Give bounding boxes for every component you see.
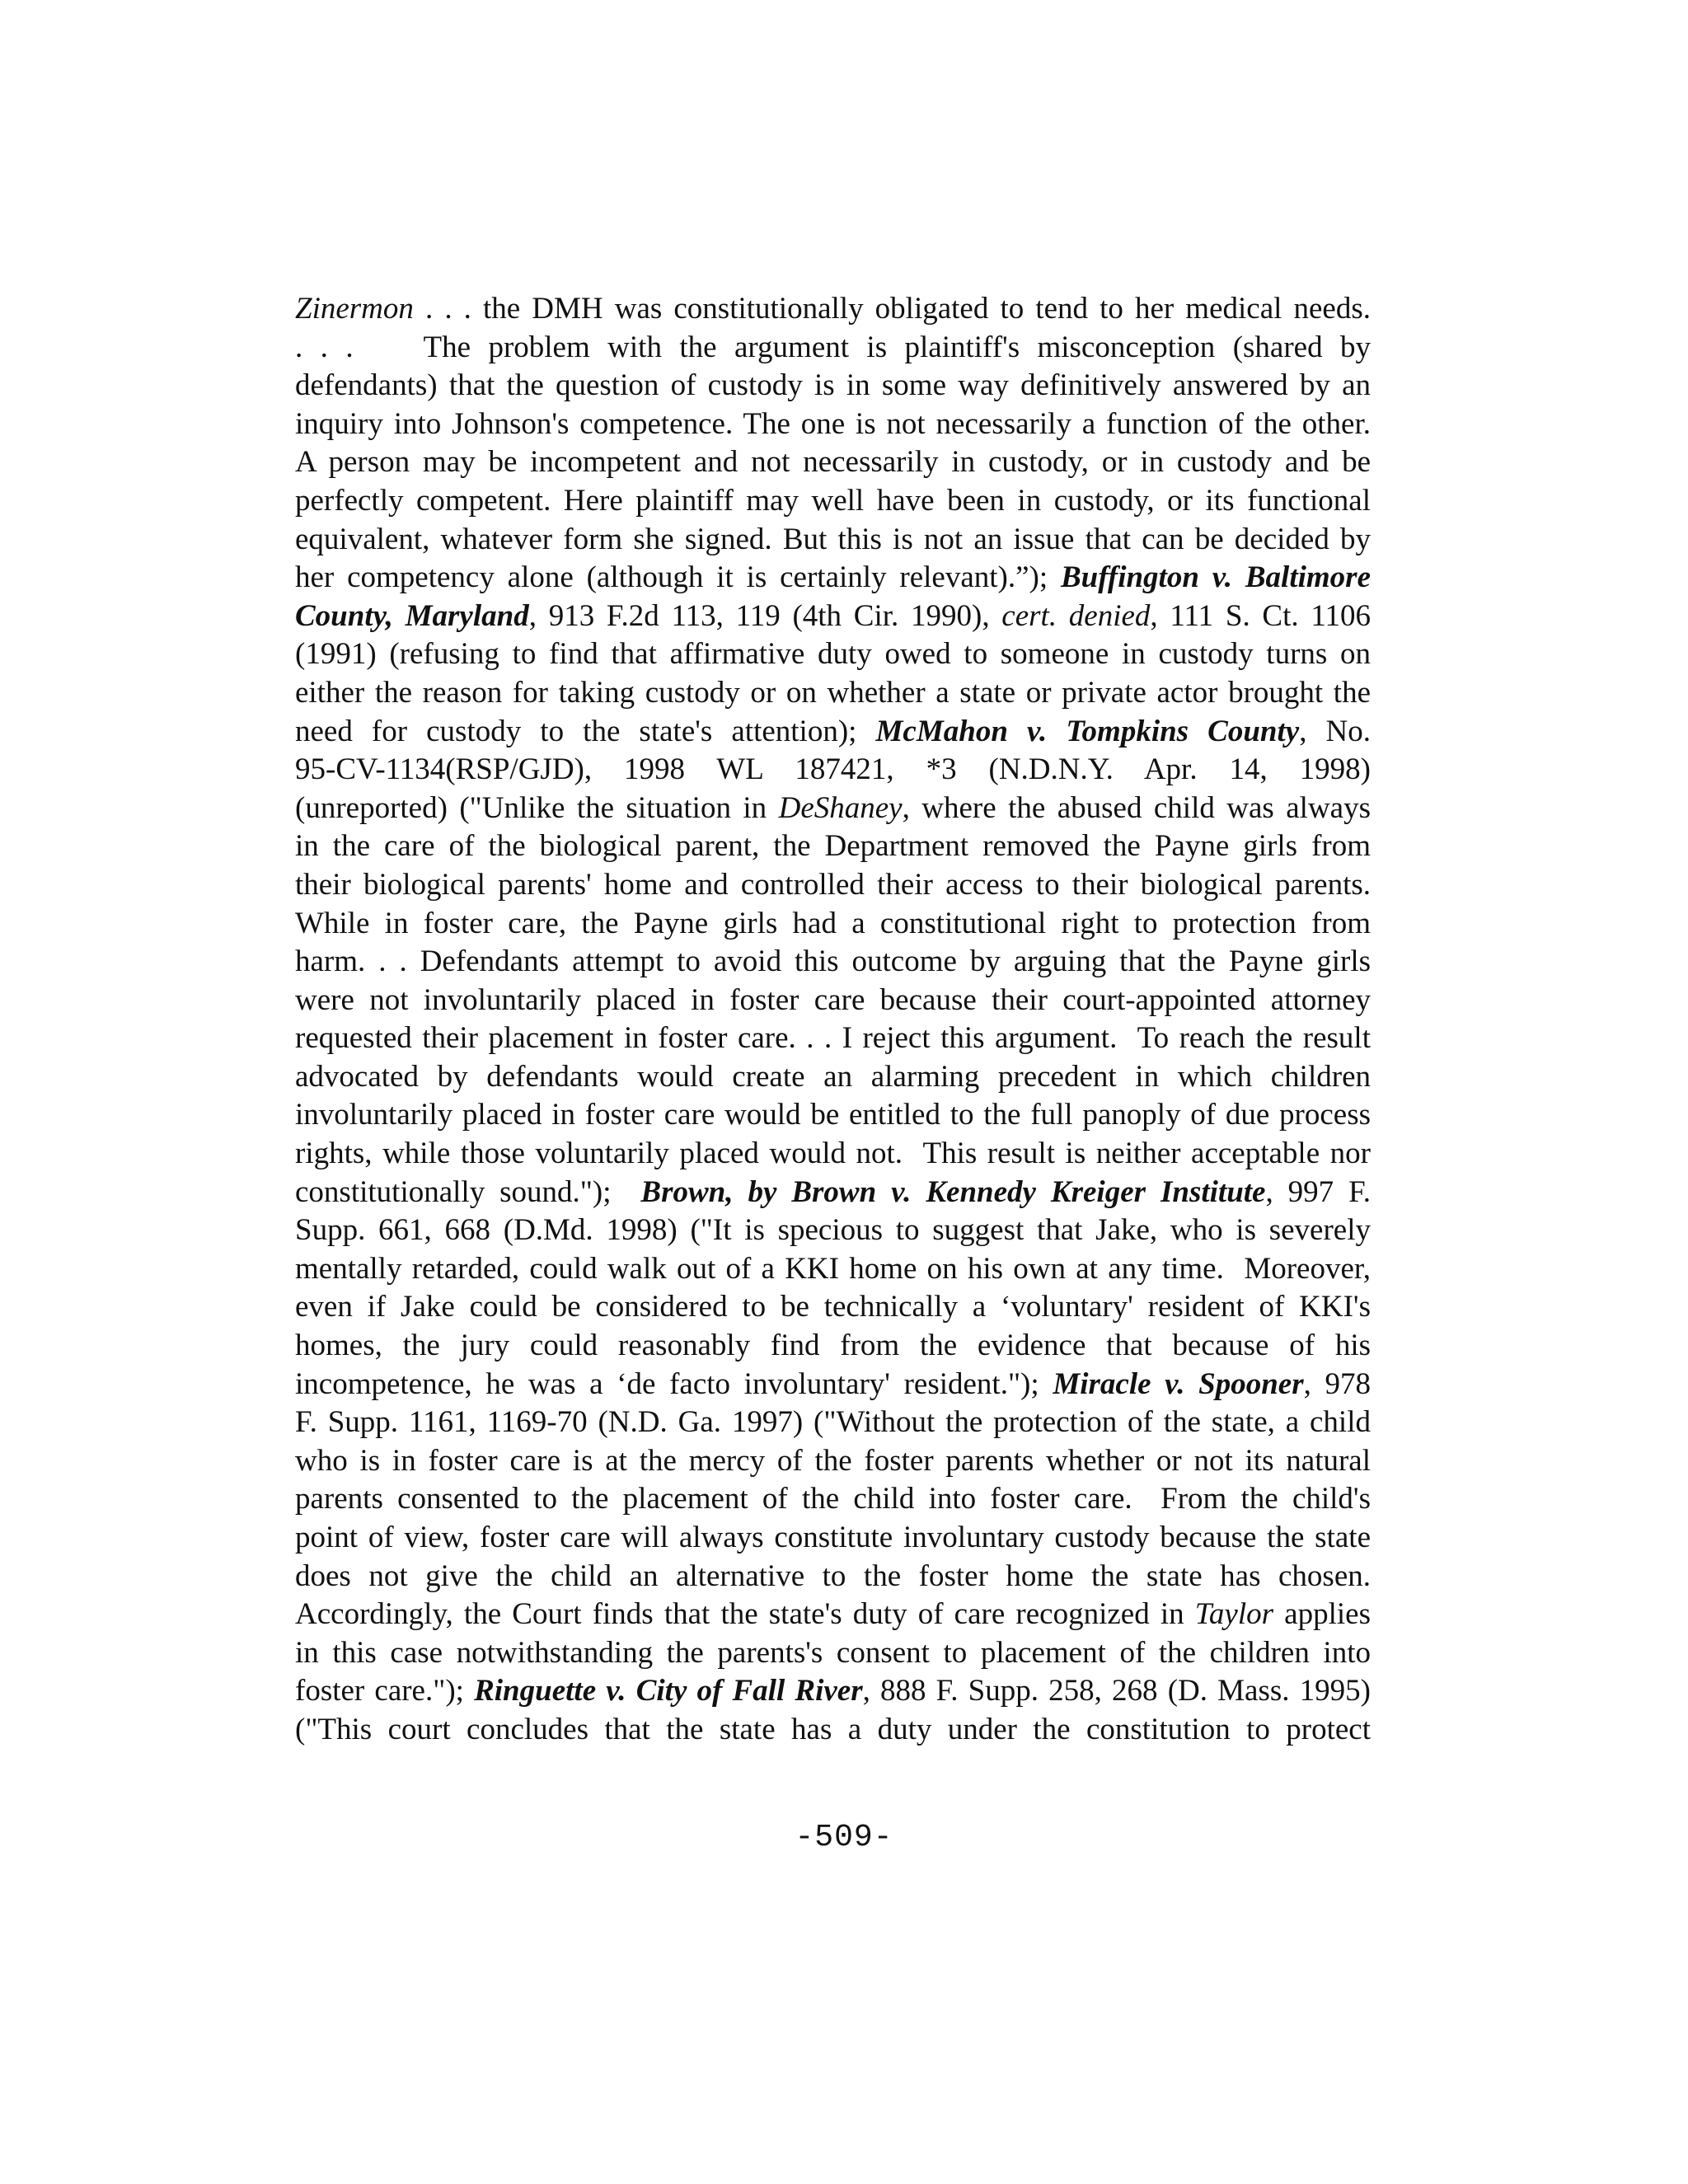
text-line [295, 1212, 1371, 1250]
text-line [295, 1250, 1371, 1289]
text-run: even if Jake could be considered to be technically a ‘voluntary' resident of KKI's [295, 1290, 1371, 1324]
text-line [295, 1096, 1371, 1135]
text-line [295, 1174, 1371, 1212]
text-line [295, 982, 1371, 1020]
text-run: applies [1273, 1597, 1371, 1632]
text-run: mentally retarded, could walk out of a KKI home on his own at any time. Moreover, [295, 1251, 1371, 1286]
italic-text: cert. denied [1001, 598, 1151, 633]
text-line [295, 405, 1371, 444]
case-name: Miracle v. Spooner [1053, 1366, 1304, 1401]
text-line [295, 790, 1371, 828]
case-name: McMahon v. Tompkins County [875, 714, 1300, 748]
text-line [295, 443, 1371, 482]
text-run: , where the abused child was always [902, 790, 1371, 825]
italic-text: DeShaney [778, 790, 903, 825]
case-name: Brown, by Brown v. Kennedy Kreiger Institute [640, 1174, 1266, 1209]
case-name: Ringuette v. City of Fall River [474, 1674, 863, 1708]
text-line [295, 1596, 1371, 1634]
text-line [295, 1480, 1371, 1519]
text-line [295, 598, 1371, 636]
text-line [295, 905, 1371, 944]
text-run: . . . The problem with the argument is plaintiff's misconception (shared by [295, 330, 1371, 364]
text-run: homes, the jury could reasonably find from the evidence that because of his [295, 1329, 1371, 1363]
text-line [295, 827, 1371, 866]
text-line [295, 1558, 1371, 1596]
text-run: , 888 F. Supp. 258, 268 (D. Mass. 1995) [862, 1674, 1371, 1708]
text-line [295, 367, 1371, 405]
text-run: (unreported) ("Unlike the situation in [295, 790, 779, 825]
case-name: Buffington v. Baltimore [1060, 560, 1371, 595]
text-line [295, 674, 1371, 713]
text-run: foster care."); [295, 1674, 475, 1708]
text-run: point of view, foster care will always constitute involuntary custody because the state [295, 1521, 1371, 1554]
text-run: rights, while those voluntarily placed would not. This result is neither acceptable nor [295, 1137, 1371, 1171]
text-line [295, 1672, 1371, 1711]
text-run: Supp. 661, 668 (D.Md. 1998) ("It is specious to suggest that Jake, who is severely [295, 1213, 1371, 1248]
text-line [295, 1404, 1371, 1442]
text-run: inquiry into Johnson's competence. The one is not necessarily a function of the other. [295, 406, 1371, 441]
text-line [295, 1442, 1371, 1481]
text-run: , No. [1299, 714, 1371, 748]
italic-text: Zinermon [295, 292, 414, 326]
text-run: Accordingly, the Court finds that the state's duty of care recognized in [295, 1597, 1195, 1632]
text-line [295, 635, 1371, 674]
text-line [295, 521, 1371, 560]
case-name: County, Maryland [295, 598, 529, 633]
text-run: constitutionally sound."); [295, 1174, 641, 1209]
text-line [295, 482, 1371, 521]
text-line [295, 1366, 1371, 1404]
text-line [295, 1634, 1371, 1673]
text-run: their biological parents' home and controlled their access to their biological parents. [295, 867, 1371, 902]
text-line [295, 329, 1371, 368]
text-run: , 111 S. Ct. 1106 [1150, 598, 1371, 633]
text-run: her competency alone (although it is certainly relevant).”); [295, 560, 1061, 595]
text-run: While in foster care, the Payne girls had a constitutional right to protection from [295, 906, 1371, 940]
text-line [295, 1019, 1371, 1058]
text-run: , 978 [1303, 1366, 1371, 1401]
text-run: F. Supp. 1161, 1169-70 (N.D. Ga. 1997) ("Without the protection of the state, a child [295, 1405, 1371, 1440]
text-run: does not give the child an alternative to the foster home the state has chosen. [295, 1558, 1371, 1593]
text-line [295, 1519, 1371, 1558]
text-line [295, 290, 1371, 329]
text-run: parents consented to the placement of the child into foster care. From the child's [295, 1482, 1371, 1516]
text-line [295, 866, 1371, 905]
italic-text: Taylor [1194, 1597, 1274, 1632]
text-run: who is in foster care is at the mercy of the foster parents whether or not its natural [295, 1443, 1371, 1478]
text-run: need for custody to the state's attention); [295, 714, 876, 748]
text-line [295, 559, 1371, 598]
text-run: advocated by defendants would create an alarming precedent in which children [295, 1059, 1371, 1094]
text-line [295, 1135, 1371, 1174]
text-line [295, 1288, 1371, 1327]
text-line [295, 1711, 1371, 1750]
text-run: 95-CV-1134(RSP/GJD), 1998 WL 187421, *3 (N.D.N.Y. Apr. 14, 1998) [295, 752, 1371, 787]
text-run: either the reason for taking custody or on whether a state or private actor brought the [295, 675, 1371, 710]
text-run: . . . the DMH was constitutionally obligated to tend to her medical needs. [413, 292, 1371, 326]
text-run: ("This court concludes that the state has a duty under the constitution to protect [295, 1712, 1371, 1746]
text-run: were not involuntarily placed in foster care because their court-appointed attorney [295, 982, 1371, 1017]
text-run: in the care of the biological parent, the Department removed the Payne girls from [295, 829, 1371, 864]
body-text [295, 290, 1371, 1750]
text-line [295, 1058, 1371, 1097]
text-line [295, 713, 1371, 752]
text-run: requested their placement in foster care. . . I reject this argument. To reach the result [295, 1021, 1371, 1056]
text-run: , 913 F.2d 113, 119 (4th Cir. 1990), [528, 598, 1002, 633]
text-run: (1991) (refusing to find that affirmative duty owed to someone in custody turns on [295, 637, 1371, 672]
text-run: in this case notwithstanding the parents's consent to placement of the children into [295, 1635, 1371, 1670]
text-run: involuntarily placed in foster care would be entitled to the full panoply of due process [295, 1098, 1371, 1132]
text-run: incompetence, he was a ‘de facto involuntary' resident."); [295, 1366, 1053, 1401]
text-run: , 997 F. [1265, 1174, 1371, 1209]
text-line [295, 1327, 1371, 1366]
page-number: -509- [795, 1820, 893, 1855]
text-run: perfectly competent. Here plaintiff may well have been in custody, or its functional [295, 483, 1371, 518]
text-run: A person may be incompetent and not necessarily in custody, or in custody and be [295, 445, 1371, 480]
text-run: defendants) that the question of custody is in some way definitively answered by an [295, 368, 1371, 403]
text-run: harm. . . Defendants attempt to avoid this outcome by arguing that the Payne girls [295, 944, 1371, 979]
text-line [295, 751, 1371, 790]
text-line [295, 943, 1371, 982]
text-run: equivalent, whatever form she signed. But this is not an issue that can be decided by [295, 522, 1371, 556]
